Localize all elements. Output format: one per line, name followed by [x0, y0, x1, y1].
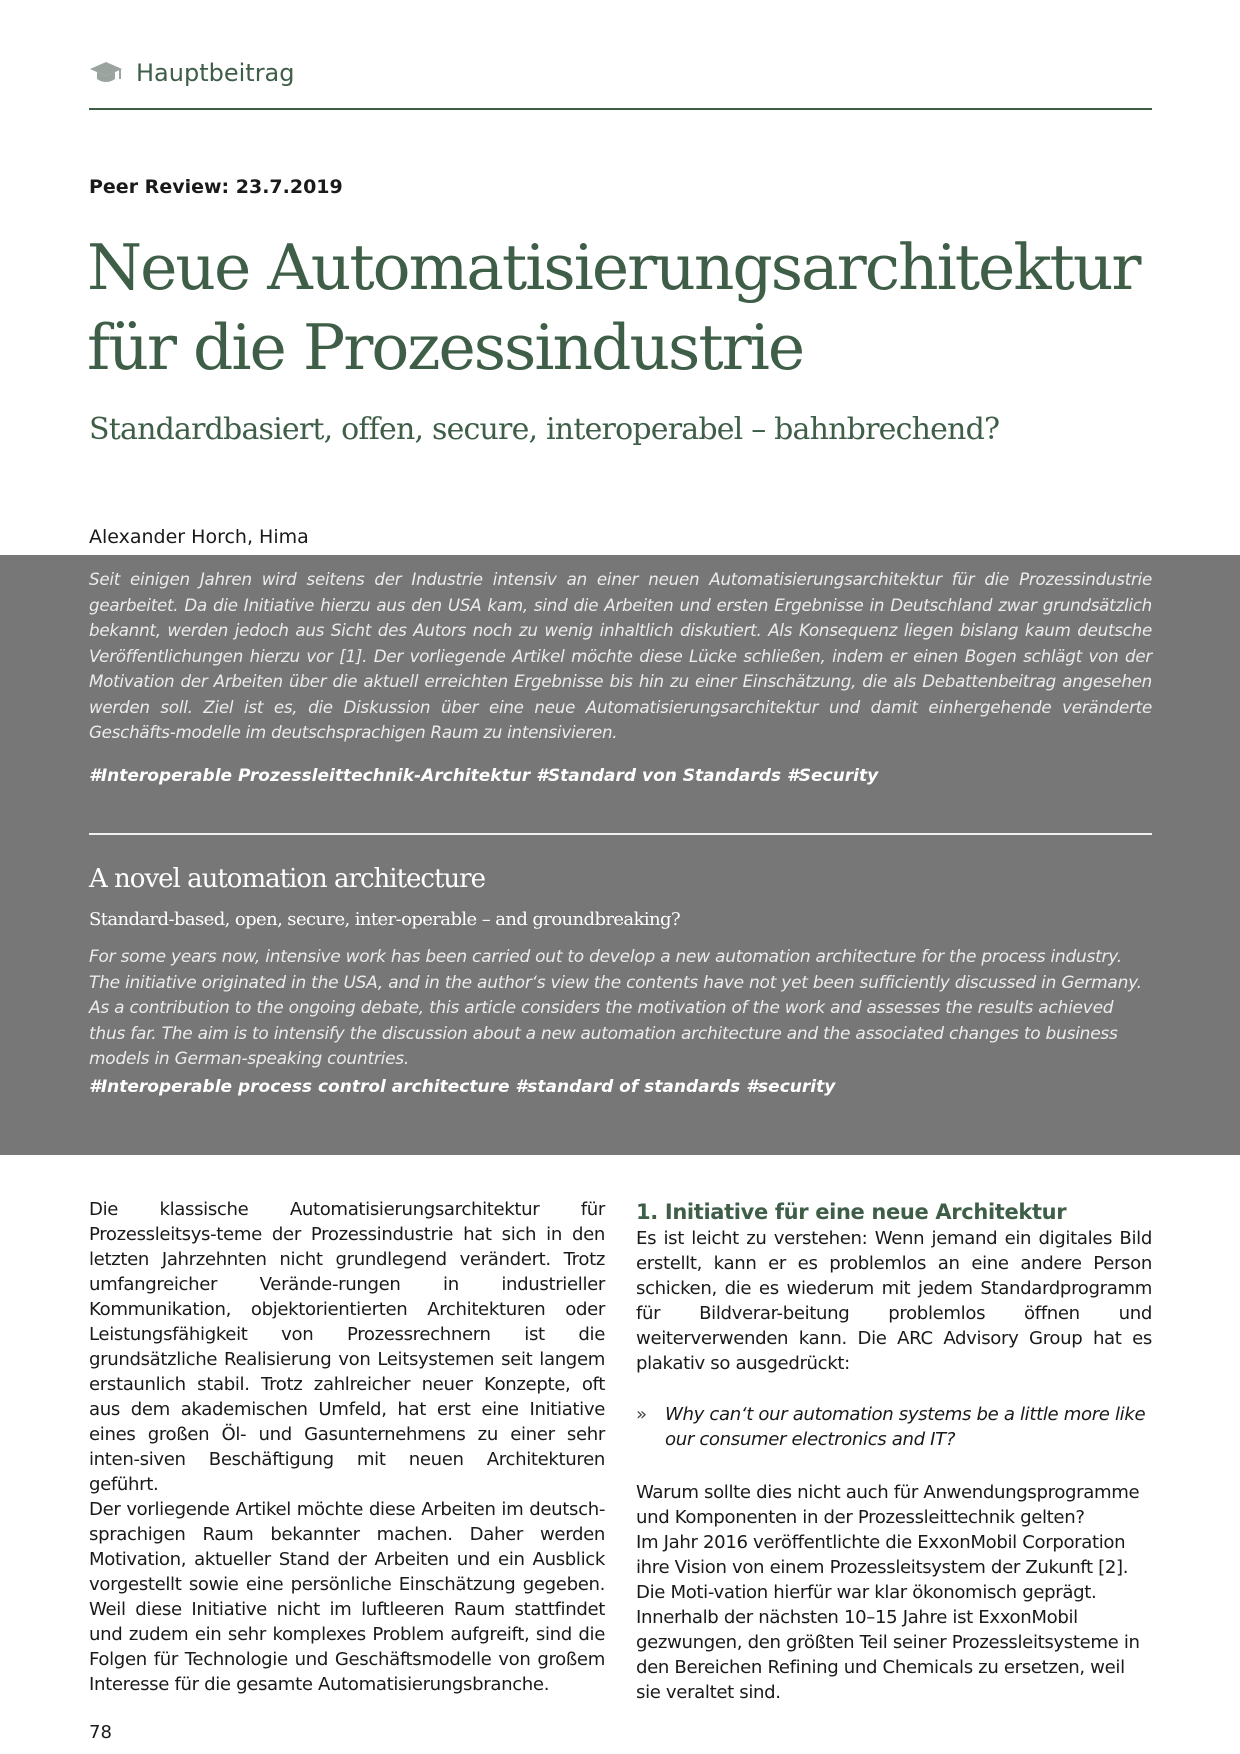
- abstract-english: For some years now, intensive work has been carried out to develop a new automation architecture for the process industry. The initiative originated in the USA, and in the author‘s view the contents have not yet been sufficiently discussed in Germany. As a contribution to the ongoing debate, this article considers the motivation of the work and assesses the results achieved thus far. The aim is to intensify the discussion about a new automation architecture and the associated changes to business models in German-speaking countries.: [89, 947, 1142, 1069]
- body-paragraph: Der vorliegende Artikel möchte diese Arbeiten im deutsch-sprachigen Raum bekannter machen. Daher werden Motivation, aktueller Stand der Arbeiten und ein Ausblick vorgestellt sowie eine persönliche Einschätzung gegeben. Weil diese Initiative nicht im luftleeren Raum stattfindet und zudem ein sehr komplexes Problem aufgreift, sind die Folgen für Technologie und Geschäftsmodelle von großem Interesse für die gesamte Automatisierungsbranche.: [89, 1499, 605, 1695]
- abstract-german: Seit einigen Jahren wird seitens der Industrie intensiv an einer neuen Automatisierungsarchitektur für die Prozessindustrie gearbeitet. Da die Initiative hierzu aus den USA kam, sind die Arbeiten und ersten Ergebnisse in Deutschland zwar grundsätzlich bekannt, werden jedoch aus Sicht des Autors noch zu wenig inhaltlich diskutiert. Als Konsequenz liegen bislang kaum deutsche Veröffentlichungen hierzu vor [1]. Der vorliegende Artikel möchte diese Lücke schließen, indem er einen Bogen schlägt von der Motivation der Arbeiten über die aktuell erreichten Ergebnisse bis hin zu einer Einschätzung, die als Debattenbeitrag angesehen werden soll. Ziel ist es, die Diskussion über eine neue Automatisierungsarchitektur und damit einhergehende veränderte Geschäfts-modelle im deutschsprachigen Raum zu intensivieren.: [89, 569, 1152, 742]
- peer-review-date: Peer Review: 23.7.2019: [89, 176, 343, 198]
- title-line: für die Prozessindustrie: [87, 311, 804, 384]
- section-header: [89, 56, 1152, 110]
- title-line: Neue Automatisierungsarchitektur: [87, 231, 1140, 304]
- english-subtitle: Standard-based, open, secure, inter-operable – and groundbreaking?: [89, 909, 680, 930]
- body-paragraph: Die klassische Automatisierungsarchitektur für Prozessleitsys-teme der Prozessindustrie hat sich in den letzten Jahrzehnten nicht grundlegend verändert. Trotz umfangreicher Verände-rungen in industrieller Kommunikation, objektorientierten Architekturen oder Leistungsfähigkeit von Prozessrechnern ist die grundsätzliche Realisierung von Leitsystemen seit langem erstaunlich stabil. Trotz zahlreicher neuer Konzepte, oft aus dem akademischen Umfeld, hat erst eine Initiative eines großen Öl- und Gasunternehmens zu einer sehr inten-siven Beschäftigung mit neuen Architekturen geführt.: [89, 1199, 605, 1495]
- article-subtitle: Standardbasiert, offen, secure, interoperabel – bahnbrechend?: [89, 412, 1000, 447]
- body-column-right: [636, 1198, 1152, 1705]
- article-title: [87, 228, 1167, 388]
- block-quote: [636, 1402, 1152, 1452]
- page-number: 78: [89, 1722, 112, 1743]
- keywords-english: #Interoperable process control architecture #standard of standards #security: [89, 1077, 836, 1097]
- section-label: Hauptbeitrag: [136, 59, 295, 87]
- body-column-left: [89, 1197, 605, 1697]
- section-heading: 1. Initiative für eine neue Architektur: [636, 1200, 1067, 1224]
- keywords-german: #Interoperable Prozessleittechnik-Architektur #Standard von Standards #Security: [89, 766, 879, 786]
- body-paragraph: Es ist leicht zu verstehen: Wenn jemand ein digitales Bild erstellt, kann er es problemlos an eine andere Person schicken, die es wiederum mit jedem Standardprogramm für Bildverar-beitung problemlos öffnen und weiterverwenden kann. Die ARC Advisory Group hat es plakativ so ausgedrückt:: [636, 1228, 1152, 1374]
- abstract-divider: [89, 833, 1152, 835]
- english-title: A novel automation architecture: [89, 864, 485, 894]
- quote-text: Why can‘t our automation systems be a little more like our consumer electronics and IT?: [665, 1404, 1146, 1450]
- quote-mark: »: [636, 1404, 647, 1425]
- body-paragraph: Im Jahr 2016 veröffentlichte die ExxonMobil Corporation ihre Vision von einem Prozessleitsystem der Zukunft [2]. Die Moti-vation hierfür war klar ökonomisch geprägt. Innerhalb der nächsten 10–15 Jahre ist ExxonMobil gezwungen, den größten Teil seiner Prozessleitsysteme in den Bereichen Refining und Chemicals zu ersetzen, weil sie veraltet sind.: [636, 1532, 1140, 1703]
- graduation-cap-icon: [89, 60, 123, 86]
- body-paragraph: Warum sollte dies nicht auch für Anwendungsprogramme und Komponenten in der Prozessleittechnik gelten?: [636, 1482, 1140, 1528]
- author-line: Alexander Horch, Hima: [89, 526, 309, 548]
